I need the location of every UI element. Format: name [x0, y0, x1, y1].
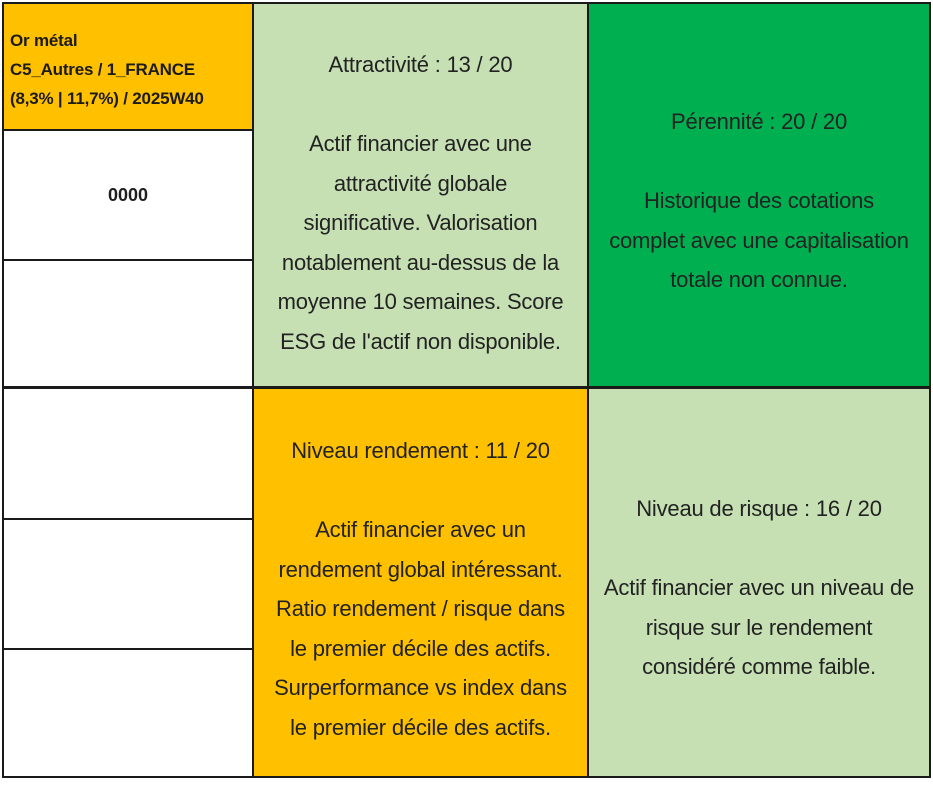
perennite-score: Pérennité : 20 / 20	[671, 109, 847, 134]
risque-score: Niveau de risque : 16 / 20	[636, 496, 882, 521]
rendement-score: Niveau rendement : 11 / 20	[291, 438, 550, 463]
rendement-description: Actif financier avec un rendement global intéressant. Ratio rendement / risque dans le premier décile des actifs. Surperformance vs index dans le premier décile des actifs.	[274, 517, 567, 740]
perennite-description: Historique des cotations complet avec une capitalisation totale non connue.	[609, 188, 909, 292]
empty-cell	[2, 519, 253, 649]
attractivite-score: Attractivité : 13 / 20	[328, 52, 513, 77]
asset-weights-period: (8,3% | 11,7%) / 2025W40	[10, 89, 204, 108]
asset-code-cell	[2, 130, 253, 260]
asset-category: C5_Autres / 1_FRANCE	[10, 60, 195, 79]
asset-header-cell	[2, 2, 253, 130]
asset-name: Or métal	[10, 31, 78, 50]
asset-code: 0000	[107, 184, 149, 205]
rendement-cell	[253, 388, 588, 778]
risque-description: Actif financier avec un niveau de risque sur le rendement considéré comme faible.	[603, 575, 915, 679]
empty-cell	[2, 260, 253, 388]
attractivite-description: Actif financier avec une attractivité globale significative. Valorisation notablement au-dessus de la moyenne 10 semaines. Score ESG de l'actif non disponible.	[277, 131, 564, 354]
attractivite-cell	[253, 2, 588, 388]
risque-cell	[588, 388, 931, 778]
empty-cell	[2, 649, 253, 778]
perennite-cell	[588, 2, 931, 388]
empty-cell	[2, 388, 253, 519]
